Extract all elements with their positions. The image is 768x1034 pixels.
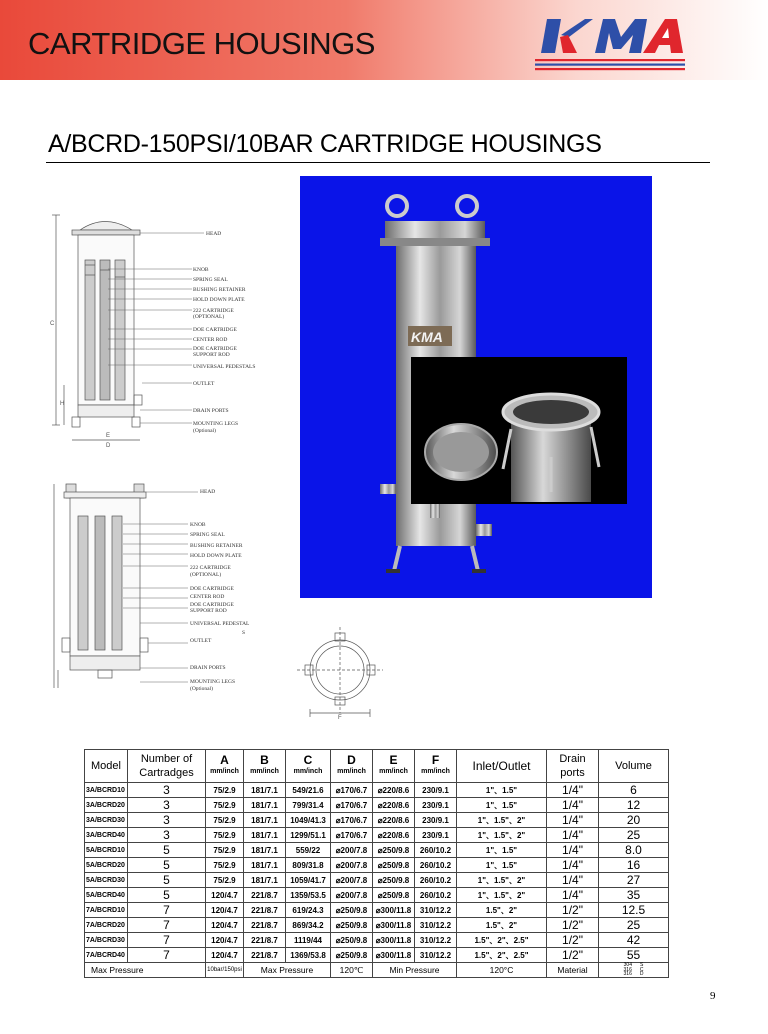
footer-max-pressure-label: Max Pressure [85, 963, 206, 978]
label-knob-bottom: KNOB [190, 522, 206, 528]
cell-a: 75/2.9 [206, 843, 244, 858]
table-row [85, 903, 669, 918]
header-inlet: Inlet/Outlet [457, 750, 547, 783]
table-row [85, 783, 669, 798]
cell-d: ⌀170/6.7 [331, 828, 373, 843]
inset-photo-open-housing [411, 357, 627, 504]
cell-b: 181/7.1 [244, 858, 286, 873]
cell-b: 221/8.7 [244, 888, 286, 903]
label-optional-bottom: (OPTIONAL) [190, 572, 222, 578]
cell-a: 75/2.9 [206, 858, 244, 873]
label-doe-bottom: DOE CARTRIDGE [190, 586, 234, 592]
header-a: A mm/inch [206, 750, 244, 783]
cell-model: 5A/BCRD10 [85, 843, 128, 858]
cell-c: 619/24.3 [286, 903, 331, 918]
cell-c: 1299/51.1 [286, 828, 331, 843]
label-head-top: HEAD [206, 231, 222, 237]
cell-d: ⌀170/6.7 [331, 813, 373, 828]
cell-cartridges: 5 [128, 858, 206, 873]
material-code: D [639, 971, 644, 978]
header-b: B mm/inch [244, 750, 286, 783]
header-volume: Volume [599, 750, 669, 783]
material-grade: 316 [623, 971, 632, 978]
cell-a: 75/2.9 [206, 813, 244, 828]
spec-table [84, 749, 669, 978]
label-pedestal-bottom: UNIVERSAL PEDESTAL [190, 621, 250, 627]
logo-text: KMA [533, 2, 568, 19]
cell-volume: 27 [599, 873, 669, 888]
cell-volume: 55 [599, 948, 669, 963]
cell-drain: 1/4" [547, 798, 599, 813]
cell-drain: 1/4" [547, 843, 599, 858]
cell-drain: 1/4" [547, 828, 599, 843]
cell-e: ⌀250/9.8 [373, 873, 415, 888]
cell-c: 799/31.4 [286, 798, 331, 813]
cell-a: 120/4.7 [206, 903, 244, 918]
cell-cartridges: 7 [128, 948, 206, 963]
cell-inlet-outlet: 1"、1.5" [457, 783, 547, 798]
cell-a: 75/2.9 [206, 798, 244, 813]
cell-inlet-outlet: 1"、1.5"、2" [457, 828, 547, 843]
cell-inlet-outlet: 1"、1.5"、2" [457, 873, 547, 888]
cell-a: 120/4.7 [206, 948, 244, 963]
footer-max-temp-label: Max Pressure [244, 963, 331, 978]
cell-model: 3A/BCRD30 [85, 813, 128, 828]
cell-f: 230/9.1 [415, 783, 457, 798]
footer-min-pressure-value: 120°C [457, 963, 547, 978]
cell-b: 181/7.1 [244, 798, 286, 813]
spec-table-body [85, 783, 669, 963]
cell-a: 75/2.9 [206, 873, 244, 888]
label-legs-bottom: MOUNTING LEGS [190, 679, 236, 685]
kma-logo [533, 2, 695, 75]
label-hold-down-top: HOLD DOWN PLATE [193, 297, 245, 303]
cell-c: 1059/41.7 [286, 873, 331, 888]
table-row [85, 918, 669, 933]
label-knob-top: KNOB [193, 267, 209, 273]
table-footer-row [85, 963, 669, 978]
label-hold-down-bottom: HOLD DOWN PLATE [190, 553, 242, 559]
page-title: CARTRIDGE HOUSINGS [28, 26, 375, 61]
label-support-rod-bottom: SUPPORT ROD [190, 608, 227, 614]
cell-volume: 8.0 [599, 843, 669, 858]
cell-inlet-outlet: 1"、1.5" [457, 843, 547, 858]
label-center-rod-top: CENTER ROD [193, 337, 228, 343]
cell-e: ⌀300/11.8 [373, 918, 415, 933]
cell-b: 181/7.1 [244, 828, 286, 843]
cell-drain: 1/4" [547, 813, 599, 828]
cell-model: 5A/BCRD20 [85, 858, 128, 873]
cell-e: ⌀220/8.6 [373, 798, 415, 813]
header-e: E mm/inch [373, 750, 415, 783]
cell-e: ⌀250/9.8 [373, 888, 415, 903]
material-code: S [640, 962, 644, 969]
cell-inlet-outlet: 1"、1.5" [457, 858, 547, 873]
material-code: C [639, 966, 644, 973]
logo-stripes [535, 59, 685, 70]
cell-a: 120/4.7 [206, 918, 244, 933]
cell-volume: 42 [599, 933, 669, 948]
table-row [85, 933, 669, 948]
cell-drain: 1/4" [547, 873, 599, 888]
cell-f: 310/12.2 [415, 903, 457, 918]
cell-model: 3A/BCRD40 [85, 828, 128, 843]
cell-drain: 1/2" [547, 903, 599, 918]
label-drain-top: DRAIN PORTS [193, 408, 229, 414]
cell-cartridges: 5 [128, 888, 206, 903]
footer-min-pressure-label: Min Pressure [373, 963, 457, 978]
label-optional-top: (OPTIONAL) [193, 314, 225, 320]
cell-volume: 35 [599, 888, 669, 903]
cell-a: 75/2.9 [206, 783, 244, 798]
cell-cartridges: 3 [128, 783, 206, 798]
cell-c: 1049/41.3 [286, 813, 331, 828]
cell-d: ⌀250/9.8 [331, 948, 373, 963]
cell-f: 260/10.2 [415, 873, 457, 888]
cell-b: 181/7.1 [244, 873, 286, 888]
cell-cartridges: 5 [128, 843, 206, 858]
cell-model: 7A/BCRD10 [85, 903, 128, 918]
cell-f: 310/12.2 [415, 933, 457, 948]
cell-cartridges: 7 [128, 918, 206, 933]
cell-d: ⌀200/7.8 [331, 873, 373, 888]
cell-cartridges: 3 [128, 828, 206, 843]
cell-c: 549/21.6 [286, 783, 331, 798]
label-legs-optional-top: (Optional) [193, 428, 216, 434]
cell-d: ⌀200/7.8 [331, 888, 373, 903]
cell-model: 7A/BCRD40 [85, 948, 128, 963]
label-222-top: 222 CARTRIDGE [193, 308, 234, 314]
table-row [85, 813, 669, 828]
cell-f: 310/12.2 [415, 918, 457, 933]
label-outlet-bottom: OUTLET [190, 638, 212, 644]
cell-d: ⌀250/9.8 [331, 933, 373, 948]
cell-inlet-outlet: 1"、1.5" [457, 798, 547, 813]
label-222-bottom: 222 CARTRIDGE [190, 565, 231, 571]
table-row [85, 858, 669, 873]
cell-volume: 20 [599, 813, 669, 828]
cell-b: 181/7.1 [244, 783, 286, 798]
label-spring-seal-top: SPRING SEAL [193, 277, 228, 283]
label-doe-top: DOE CARTRIDGE [193, 327, 237, 333]
dim-e: E [106, 433, 111, 439]
cell-volume: 16 [599, 858, 669, 873]
dim-f: F [338, 715, 342, 721]
cell-volume: 12 [599, 798, 669, 813]
cell-cartridges: 7 [128, 933, 206, 948]
label-legs-top: MOUNTING LEGS [193, 421, 239, 427]
cell-inlet-outlet: 1.5"、2" [457, 903, 547, 918]
cell-drain: 1/4" [547, 783, 599, 798]
cell-e: ⌀250/9.8 [373, 843, 415, 858]
cell-inlet-outlet: 1.5"、2"、2.5" [457, 948, 547, 963]
label-doe2-top: DOE CARTRIDGE [193, 346, 237, 352]
footer-materials [599, 963, 669, 978]
header-banner [0, 0, 768, 80]
cell-model: 3A/BCRD20 [85, 798, 128, 813]
cell-model: 5A/BCRD30 [85, 873, 128, 888]
cell-a: 120/4.7 [206, 888, 244, 903]
cell-volume: 12.5 [599, 903, 669, 918]
cell-c: 809/31.8 [286, 858, 331, 873]
cell-model: 3A/BCRD10 [85, 783, 128, 798]
cell-a: 120/4.7 [206, 933, 244, 948]
cell-d: ⌀250/9.8 [331, 903, 373, 918]
table-row [85, 888, 669, 903]
label-center-rod-bottom: CENTER ROD [190, 594, 225, 600]
cell-b: 221/8.7 [244, 918, 286, 933]
material-grade: 304 [623, 962, 632, 969]
cell-inlet-outlet: 1.5"、2" [457, 918, 547, 933]
dim-c: C [50, 321, 55, 327]
label-doe2-bottom: DOE CARTRIDGE [190, 602, 234, 608]
label-support-rod-top: SUPPORT ROD [193, 352, 230, 358]
cell-f: 260/10.2 [415, 888, 457, 903]
cell-f: 260/10.2 [415, 858, 457, 873]
label-pedestals-top: UNIVERSAL PEDESTALS [193, 364, 256, 370]
label-spring-seal-bottom: SPRING SEAL [190, 532, 225, 538]
cell-f: 230/9.1 [415, 813, 457, 828]
header-c: C mm/inch [286, 750, 331, 783]
top-view-drawing [295, 625, 385, 720]
cell-c: 869/34.2 [286, 918, 331, 933]
cell-c: 1369/53.8 [286, 948, 331, 963]
cell-c: 1119/44 [286, 933, 331, 948]
cell-model: 7A/BCRD30 [85, 933, 128, 948]
logo-letters [541, 19, 683, 53]
cell-b: 221/8.7 [244, 903, 286, 918]
cell-f: 230/9.1 [415, 828, 457, 843]
photo-label: KMA [411, 329, 443, 345]
title-rule [46, 162, 710, 163]
label-outlet-top: OUTLET [193, 381, 215, 387]
cell-e: ⌀220/8.6 [373, 813, 415, 828]
table-row [85, 873, 669, 888]
cell-cartridges: 3 [128, 813, 206, 828]
cell-volume: 25 [599, 828, 669, 843]
cell-inlet-outlet: 1"、1.5"、2" [457, 813, 547, 828]
table-header-row [85, 750, 669, 783]
cell-f: 230/9.1 [415, 798, 457, 813]
cell-f: 310/12.2 [415, 948, 457, 963]
cell-drain: 1/2" [547, 918, 599, 933]
cell-drain: 1/4" [547, 858, 599, 873]
table-row [85, 798, 669, 813]
cell-model: 5A/BCRD40 [85, 888, 128, 903]
dim-h: H [60, 401, 65, 407]
label-bushing-top: BUSHING RETAINER [193, 287, 246, 293]
label-drain-bottom: DRAIN PORTS [190, 665, 226, 671]
cell-cartridges: 5 [128, 873, 206, 888]
header-f: F mm/inch [415, 750, 457, 783]
cell-f: 260/10.2 [415, 843, 457, 858]
cell-d: ⌀170/6.7 [331, 783, 373, 798]
cell-d: ⌀250/9.8 [331, 918, 373, 933]
page-number: 9 [710, 990, 716, 1002]
cell-d: ⌀200/7.8 [331, 858, 373, 873]
cell-a: 75/2.9 [206, 828, 244, 843]
open-housing-illustration [411, 357, 627, 504]
cell-e: ⌀300/11.8 [373, 933, 415, 948]
footer-max-temp-value: 120℃ [331, 963, 373, 978]
table-row [85, 948, 669, 963]
section-title: A/BCRD-150PSI/10BAR CARTRIDGE HOUSINGS [48, 130, 602, 158]
cell-drain: 1/4" [547, 888, 599, 903]
cell-b: 221/8.7 [244, 933, 286, 948]
cell-cartridges: 3 [128, 798, 206, 813]
cell-cartridges: 7 [128, 903, 206, 918]
cell-b: 181/7.1 [244, 843, 286, 858]
housing-drawing-top [48, 205, 188, 449]
cell-inlet-outlet: 1.5"、2"、2.5" [457, 933, 547, 948]
header-drain: Drain ports [547, 750, 599, 783]
label-bushing-bottom: BUSHING RETAINER [190, 543, 243, 549]
dim-s: S [242, 630, 246, 636]
header-d: D mm/inch [331, 750, 373, 783]
header-cartridges: Number of Cartradges [128, 750, 206, 783]
table-row [85, 828, 669, 843]
cell-c: 559/22 [286, 843, 331, 858]
cell-c: 1359/53.5 [286, 888, 331, 903]
cell-d: ⌀170/6.7 [331, 798, 373, 813]
cell-e: ⌀220/8.6 [373, 828, 415, 843]
housing-drawing-bottom [48, 478, 188, 693]
table-row [85, 843, 669, 858]
cell-e: ⌀250/9.8 [373, 858, 415, 873]
cell-drain: 1/2" [547, 933, 599, 948]
cell-b: 221/8.7 [244, 948, 286, 963]
cell-d: ⌀200/7.8 [331, 843, 373, 858]
material-entry [599, 972, 668, 977]
cell-inlet-outlet: 1"、1.5"、2" [457, 888, 547, 903]
cell-e: ⌀220/8.6 [373, 783, 415, 798]
cell-e: ⌀300/11.8 [373, 948, 415, 963]
dim-d: D [106, 443, 111, 449]
footer-material-label: Material [547, 963, 599, 978]
cell-model: 7A/BCRD20 [85, 918, 128, 933]
footer-max-pressure-value: 10bar/150psi [206, 963, 244, 978]
material-grade: 316 [623, 966, 632, 973]
label-head-bottom: HEAD [200, 489, 216, 495]
cell-volume: 6 [599, 783, 669, 798]
cell-b: 181/7.1 [244, 813, 286, 828]
label-legs-optional-bottom: (Optional) [190, 686, 213, 692]
cell-volume: 25 [599, 918, 669, 933]
header-model: Model [85, 750, 128, 783]
cell-e: ⌀300/11.8 [373, 903, 415, 918]
cell-drain: 1/2" [547, 948, 599, 963]
